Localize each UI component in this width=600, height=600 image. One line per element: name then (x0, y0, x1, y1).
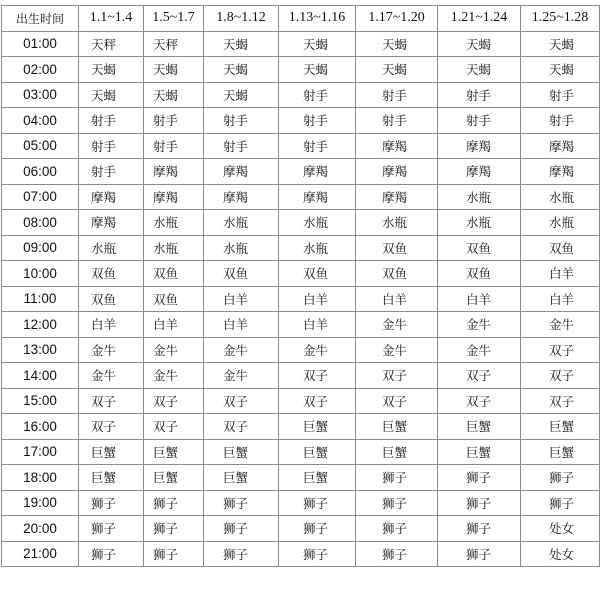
zodiac-sign-cell: 双子 (144, 414, 204, 440)
table-row (2, 465, 600, 491)
zodiac-sign-cell: 双子 (279, 388, 356, 414)
table-row (2, 312, 600, 338)
zodiac-sign-cell: 双鱼 (356, 261, 438, 287)
header-row (2, 6, 600, 32)
zodiac-sign-cell: 狮子 (521, 490, 600, 516)
zodiac-sign-cell: 射手 (204, 108, 279, 134)
zodiac-sign-cell: 巨蟹 (438, 414, 521, 440)
zodiac-sign-cell: 水瓶 (438, 184, 521, 210)
zodiac-sign-cell: 白羊 (521, 261, 600, 287)
zodiac-sign-cell: 天蝎 (438, 57, 521, 83)
zodiac-sign-cell: 天蝎 (438, 31, 521, 57)
birth-time-cell: 03:00 (2, 82, 79, 108)
zodiac-sign-cell: 射手 (79, 108, 144, 134)
birth-time-cell: 07:00 (2, 184, 79, 210)
table-row (2, 439, 600, 465)
zodiac-sign-cell: 双子 (438, 388, 521, 414)
zodiac-sign-cell: 双鱼 (79, 261, 144, 287)
zodiac-sign-cell: 白羊 (521, 286, 600, 312)
table-row (2, 31, 600, 57)
zodiac-sign-cell: 双鱼 (144, 286, 204, 312)
zodiac-sign-cell: 双鱼 (279, 261, 356, 287)
zodiac-sign-cell: 金牛 (79, 363, 144, 389)
zodiac-sign-cell: 狮子 (356, 465, 438, 491)
zodiac-sign-cell: 摩羯 (521, 159, 600, 185)
zodiac-sign-cell: 狮子 (144, 541, 204, 567)
zodiac-sign-cell: 巨蟹 (521, 414, 600, 440)
zodiac-sign-cell: 天蝎 (79, 57, 144, 83)
zodiac-sign-cell: 双鱼 (79, 286, 144, 312)
table-row (2, 337, 600, 363)
zodiac-sign-cell: 金牛 (204, 337, 279, 363)
zodiac-sign-cell: 双子 (521, 363, 600, 389)
zodiac-sign-cell: 天蝎 (521, 31, 600, 57)
zodiac-sign-cell: 白羊 (204, 312, 279, 338)
zodiac-sign-cell: 狮子 (144, 516, 204, 542)
birth-time-cell: 08:00 (2, 210, 79, 236)
zodiac-sign-cell: 双子 (356, 363, 438, 389)
zodiac-sign-cell: 天蝎 (356, 57, 438, 83)
zodiac-sign-cell: 狮子 (79, 516, 144, 542)
table-body (2, 31, 600, 567)
zodiac-sign-cell: 狮子 (279, 516, 356, 542)
column-header-date-range: 1.13~1.16 (279, 6, 356, 32)
zodiac-sign-cell: 射手 (521, 108, 600, 134)
table-row (2, 210, 600, 236)
zodiac-sign-cell: 天蝎 (356, 31, 438, 57)
zodiac-sign-cell: 双子 (79, 414, 144, 440)
zodiac-sign-cell: 巨蟹 (79, 465, 144, 491)
birth-time-cell: 05:00 (2, 133, 79, 159)
zodiac-sign-cell: 金牛 (144, 363, 204, 389)
zodiac-sign-cell: 射手 (356, 108, 438, 134)
birth-time-cell: 17:00 (2, 439, 79, 465)
zodiac-sign-cell: 水瓶 (438, 210, 521, 236)
zodiac-sign-cell: 射手 (521, 82, 600, 108)
zodiac-sign-cell: 双子 (438, 363, 521, 389)
zodiac-sign-cell: 狮子 (438, 465, 521, 491)
zodiac-sign-cell: 天蝎 (279, 57, 356, 83)
zodiac-sign-cell: 巨蟹 (356, 414, 438, 440)
zodiac-sign-cell: 巨蟹 (279, 465, 356, 491)
table-row (2, 414, 600, 440)
zodiac-sign-cell: 水瓶 (144, 210, 204, 236)
zodiac-sign-cell: 天蝎 (204, 82, 279, 108)
zodiac-sign-cell: 水瓶 (521, 184, 600, 210)
zodiac-sign-cell: 双鱼 (438, 261, 521, 287)
zodiac-sign-cell: 射手 (79, 159, 144, 185)
zodiac-sign-cell: 摩羯 (279, 184, 356, 210)
zodiac-sign-cell: 天秤 (79, 31, 144, 57)
zodiac-sign-cell: 天蝎 (144, 57, 204, 83)
zodiac-sign-cell: 巨蟹 (204, 465, 279, 491)
zodiac-sign-cell: 双子 (204, 414, 279, 440)
zodiac-sign-cell: 狮子 (279, 541, 356, 567)
zodiac-sign-cell: 巨蟹 (204, 439, 279, 465)
column-header-date-range: 1.25~1.28 (521, 6, 600, 32)
zodiac-sign-cell: 天蝎 (204, 57, 279, 83)
column-header-date-range: 1.17~1.20 (356, 6, 438, 32)
table-row (2, 541, 600, 567)
zodiac-sign-cell: 狮子 (279, 490, 356, 516)
zodiac-sign-cell: 摩羯 (144, 159, 204, 185)
zodiac-sign-cell: 摩羯 (438, 159, 521, 185)
zodiac-sign-cell: 狮子 (356, 516, 438, 542)
zodiac-sign-cell: 双鱼 (356, 235, 438, 261)
zodiac-sign-cell: 白羊 (356, 286, 438, 312)
zodiac-sign-cell: 摩羯 (356, 159, 438, 185)
table-row (2, 388, 600, 414)
zodiac-sign-cell: 射手 (279, 133, 356, 159)
zodiac-sign-cell: 巨蟹 (279, 439, 356, 465)
zodiac-sign-cell: 白羊 (144, 312, 204, 338)
zodiac-sign-cell: 狮子 (356, 490, 438, 516)
zodiac-sign-cell: 白羊 (279, 286, 356, 312)
zodiac-sign-cell: 摩羯 (79, 210, 144, 236)
zodiac-sign-cell: 巨蟹 (144, 439, 204, 465)
zodiac-sign-cell: 双子 (279, 363, 356, 389)
birth-time-cell: 11:00 (2, 286, 79, 312)
zodiac-sign-cell: 巨蟹 (521, 439, 600, 465)
birth-time-cell: 21:00 (2, 541, 79, 567)
zodiac-sign-cell: 天蝎 (79, 82, 144, 108)
zodiac-sign-cell: 天蝎 (279, 31, 356, 57)
birth-time-cell: 09:00 (2, 235, 79, 261)
zodiac-sign-cell: 射手 (438, 108, 521, 134)
zodiac-sign-cell: 金牛 (438, 312, 521, 338)
table-row (2, 108, 600, 134)
zodiac-sign-cell: 金牛 (356, 337, 438, 363)
zodiac-sign-cell: 巨蟹 (79, 439, 144, 465)
birth-time-cell: 01:00 (2, 31, 79, 57)
zodiac-sign-cell: 狮子 (438, 516, 521, 542)
zodiac-sign-cell: 摩羯 (356, 184, 438, 210)
birth-time-cell: 13:00 (2, 337, 79, 363)
zodiac-sign-cell: 处女 (521, 516, 600, 542)
birth-time-cell: 06:00 (2, 159, 79, 185)
zodiac-sign-cell: 摩羯 (204, 159, 279, 185)
zodiac-sign-cell: 金牛 (521, 312, 600, 338)
zodiac-sign-cell: 天蝎 (521, 57, 600, 83)
zodiac-sign-cell: 水瓶 (144, 235, 204, 261)
birth-time-cell: 15:00 (2, 388, 79, 414)
zodiac-sign-cell: 摩羯 (438, 133, 521, 159)
zodiac-sign-cell: 狮子 (438, 541, 521, 567)
zodiac-sign-cell: 双子 (204, 388, 279, 414)
zodiac-sign-cell: 金牛 (279, 337, 356, 363)
zodiac-sign-cell: 巨蟹 (144, 465, 204, 491)
zodiac-sign-cell: 天蝎 (204, 31, 279, 57)
zodiac-sign-cell: 双子 (144, 388, 204, 414)
zodiac-sign-cell: 白羊 (79, 312, 144, 338)
zodiac-sign-cell: 金牛 (144, 337, 204, 363)
column-header-date-range: 1.1~1.4 (79, 6, 144, 32)
table-row (2, 133, 600, 159)
zodiac-sign-cell: 射手 (356, 82, 438, 108)
birth-time-cell: 02:00 (2, 57, 79, 83)
table-row (2, 261, 600, 287)
zodiac-sign-cell: 狮子 (521, 465, 600, 491)
zodiac-sign-cell: 摩羯 (79, 184, 144, 210)
zodiac-sign-cell: 射手 (204, 133, 279, 159)
zodiac-sign-cell: 金牛 (438, 337, 521, 363)
zodiac-birth-time-table (1, 5, 600, 567)
zodiac-sign-cell: 摩羯 (204, 184, 279, 210)
zodiac-sign-cell: 狮子 (204, 541, 279, 567)
column-header-date-range: 1.8~1.12 (204, 6, 279, 32)
zodiac-sign-cell: 水瓶 (279, 210, 356, 236)
birth-time-cell: 16:00 (2, 414, 79, 440)
zodiac-sign-cell: 摩羯 (144, 184, 204, 210)
zodiac-sign-cell: 水瓶 (521, 210, 600, 236)
zodiac-sign-cell: 狮子 (144, 490, 204, 516)
zodiac-sign-cell: 巨蟹 (438, 439, 521, 465)
zodiac-sign-cell: 射手 (144, 108, 204, 134)
zodiac-sign-cell: 金牛 (79, 337, 144, 363)
zodiac-sign-cell: 狮子 (79, 541, 144, 567)
table-row (2, 184, 600, 210)
birth-time-cell: 20:00 (2, 516, 79, 542)
zodiac-sign-cell: 双子 (521, 388, 600, 414)
zodiac-sign-cell: 水瓶 (204, 235, 279, 261)
table-row (2, 159, 600, 185)
zodiac-sign-cell: 射手 (79, 133, 144, 159)
zodiac-sign-cell: 水瓶 (279, 235, 356, 261)
table-row (2, 286, 600, 312)
zodiac-sign-cell: 金牛 (356, 312, 438, 338)
zodiac-sign-cell: 巨蟹 (356, 439, 438, 465)
zodiac-sign-cell: 射手 (144, 133, 204, 159)
table-row (2, 516, 600, 542)
table-header (2, 6, 600, 32)
zodiac-sign-cell: 双子 (356, 388, 438, 414)
zodiac-sign-cell: 狮子 (79, 490, 144, 516)
zodiac-sign-cell: 狮子 (204, 490, 279, 516)
zodiac-sign-cell: 水瓶 (204, 210, 279, 236)
zodiac-sign-cell: 摩羯 (356, 133, 438, 159)
zodiac-sign-cell: 水瓶 (79, 235, 144, 261)
zodiac-sign-cell: 摩羯 (279, 159, 356, 185)
zodiac-sign-cell: 白羊 (438, 286, 521, 312)
column-header-date-range: 1.21~1.24 (438, 6, 521, 32)
zodiac-sign-cell: 双鱼 (204, 261, 279, 287)
table-row (2, 363, 600, 389)
zodiac-sign-cell: 摩羯 (521, 133, 600, 159)
zodiac-sign-cell: 双子 (521, 337, 600, 363)
zodiac-sign-cell: 巨蟹 (279, 414, 356, 440)
zodiac-sign-cell: 双子 (79, 388, 144, 414)
table-row (2, 82, 600, 108)
zodiac-sign-cell: 白羊 (279, 312, 356, 338)
zodiac-sign-cell: 狮子 (204, 516, 279, 542)
zodiac-sign-cell: 金牛 (204, 363, 279, 389)
zodiac-sign-cell: 处女 (521, 541, 600, 567)
birth-time-cell: 19:00 (2, 490, 79, 516)
column-header-date-range: 1.5~1.7 (144, 6, 204, 32)
zodiac-sign-cell: 射手 (279, 82, 356, 108)
table-row (2, 490, 600, 516)
birth-time-cell: 14:00 (2, 363, 79, 389)
zodiac-sign-cell: 天蝎 (144, 82, 204, 108)
zodiac-sign-cell: 天秤 (144, 31, 204, 57)
zodiac-sign-cell: 狮子 (438, 490, 521, 516)
zodiac-sign-cell: 狮子 (356, 541, 438, 567)
column-header-birth-time: 出生时间 (2, 6, 79, 32)
zodiac-sign-cell: 双鱼 (144, 261, 204, 287)
table-row (2, 235, 600, 261)
zodiac-sign-cell: 双鱼 (438, 235, 521, 261)
zodiac-sign-cell: 射手 (279, 108, 356, 134)
birth-time-cell: 04:00 (2, 108, 79, 134)
birth-time-cell: 12:00 (2, 312, 79, 338)
zodiac-sign-cell: 水瓶 (356, 210, 438, 236)
zodiac-sign-cell: 射手 (438, 82, 521, 108)
zodiac-sign-cell: 双鱼 (521, 235, 600, 261)
birth-time-cell: 18:00 (2, 465, 79, 491)
table-row (2, 57, 600, 83)
zodiac-sign-cell: 白羊 (204, 286, 279, 312)
birth-time-cell: 10:00 (2, 261, 79, 287)
